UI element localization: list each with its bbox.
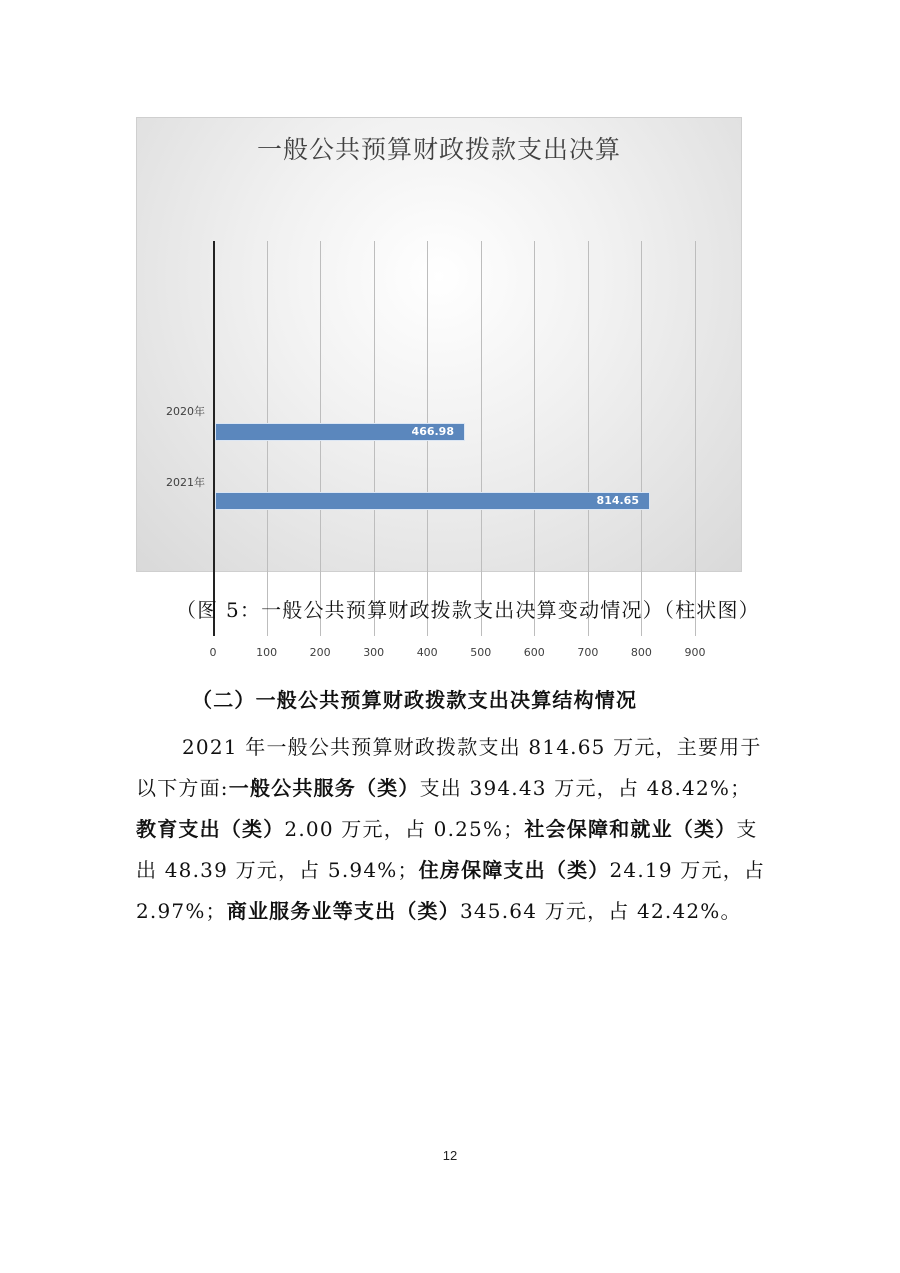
gridline: [695, 241, 696, 636]
body-intro: 2021 年一般公共预算财政拨款支出 814.65 万元，主要用于以下方面:: [136, 735, 762, 800]
x-tick-label: 300: [363, 646, 385, 659]
item-name: 教育支出（类）: [136, 817, 285, 841]
gridline: [481, 241, 482, 636]
x-tick-label: 500: [470, 646, 492, 659]
category-label-2020: 2020年: [166, 405, 205, 418]
gridline: [641, 241, 642, 636]
bar-2020: [215, 423, 465, 441]
x-tick-label: 200: [309, 646, 331, 659]
bar-2021: [215, 492, 650, 510]
item-name: 商业服务业等支出（类）: [226, 899, 460, 923]
item-text: 2.00 万元，占 0.25%；: [284, 817, 525, 841]
x-tick-label: 900: [684, 646, 706, 659]
item-name: 一般公共服务（类）: [228, 776, 420, 800]
chart-title: 一般公共预算财政拨款支出决算: [256, 135, 621, 164]
item-text: 支出 48.39 万元，占 5.94%；: [136, 817, 758, 882]
x-tick-label: 100: [256, 646, 278, 659]
x-tick-label: 0: [209, 646, 217, 659]
item-name: 社会保障和就业（类）: [524, 817, 737, 841]
figure-caption: （图 5：一般公共预算财政拨款支出决算变动情况）（柱状图）: [176, 598, 760, 622]
gridline: [588, 241, 589, 636]
bar-value-label: 814.65: [596, 494, 639, 507]
body-paragraph: [136, 727, 766, 932]
category-label-2021: 2021年: [166, 476, 205, 489]
x-tick-label: 700: [577, 646, 599, 659]
gridline: [534, 241, 535, 636]
item-text: 24.19 万元，占 2.97%；: [136, 858, 766, 923]
bar-value-label: 466.98: [411, 425, 454, 438]
x-tick-label: 800: [630, 646, 652, 659]
section-heading: （二）一般公共预算财政拨款支出决算结构情况: [192, 688, 638, 712]
item-name: 住房保障支出（类）: [418, 858, 610, 882]
page-number: 12: [442, 1148, 458, 1163]
item-text: 支出 394.43 万元，占 48.42%；: [419, 776, 752, 800]
x-tick-label: 400: [416, 646, 438, 659]
plot-area: [166, 241, 706, 659]
x-tick-label: 600: [523, 646, 545, 659]
item-text: 345.64 万元，占 42.42%。: [459, 899, 742, 923]
